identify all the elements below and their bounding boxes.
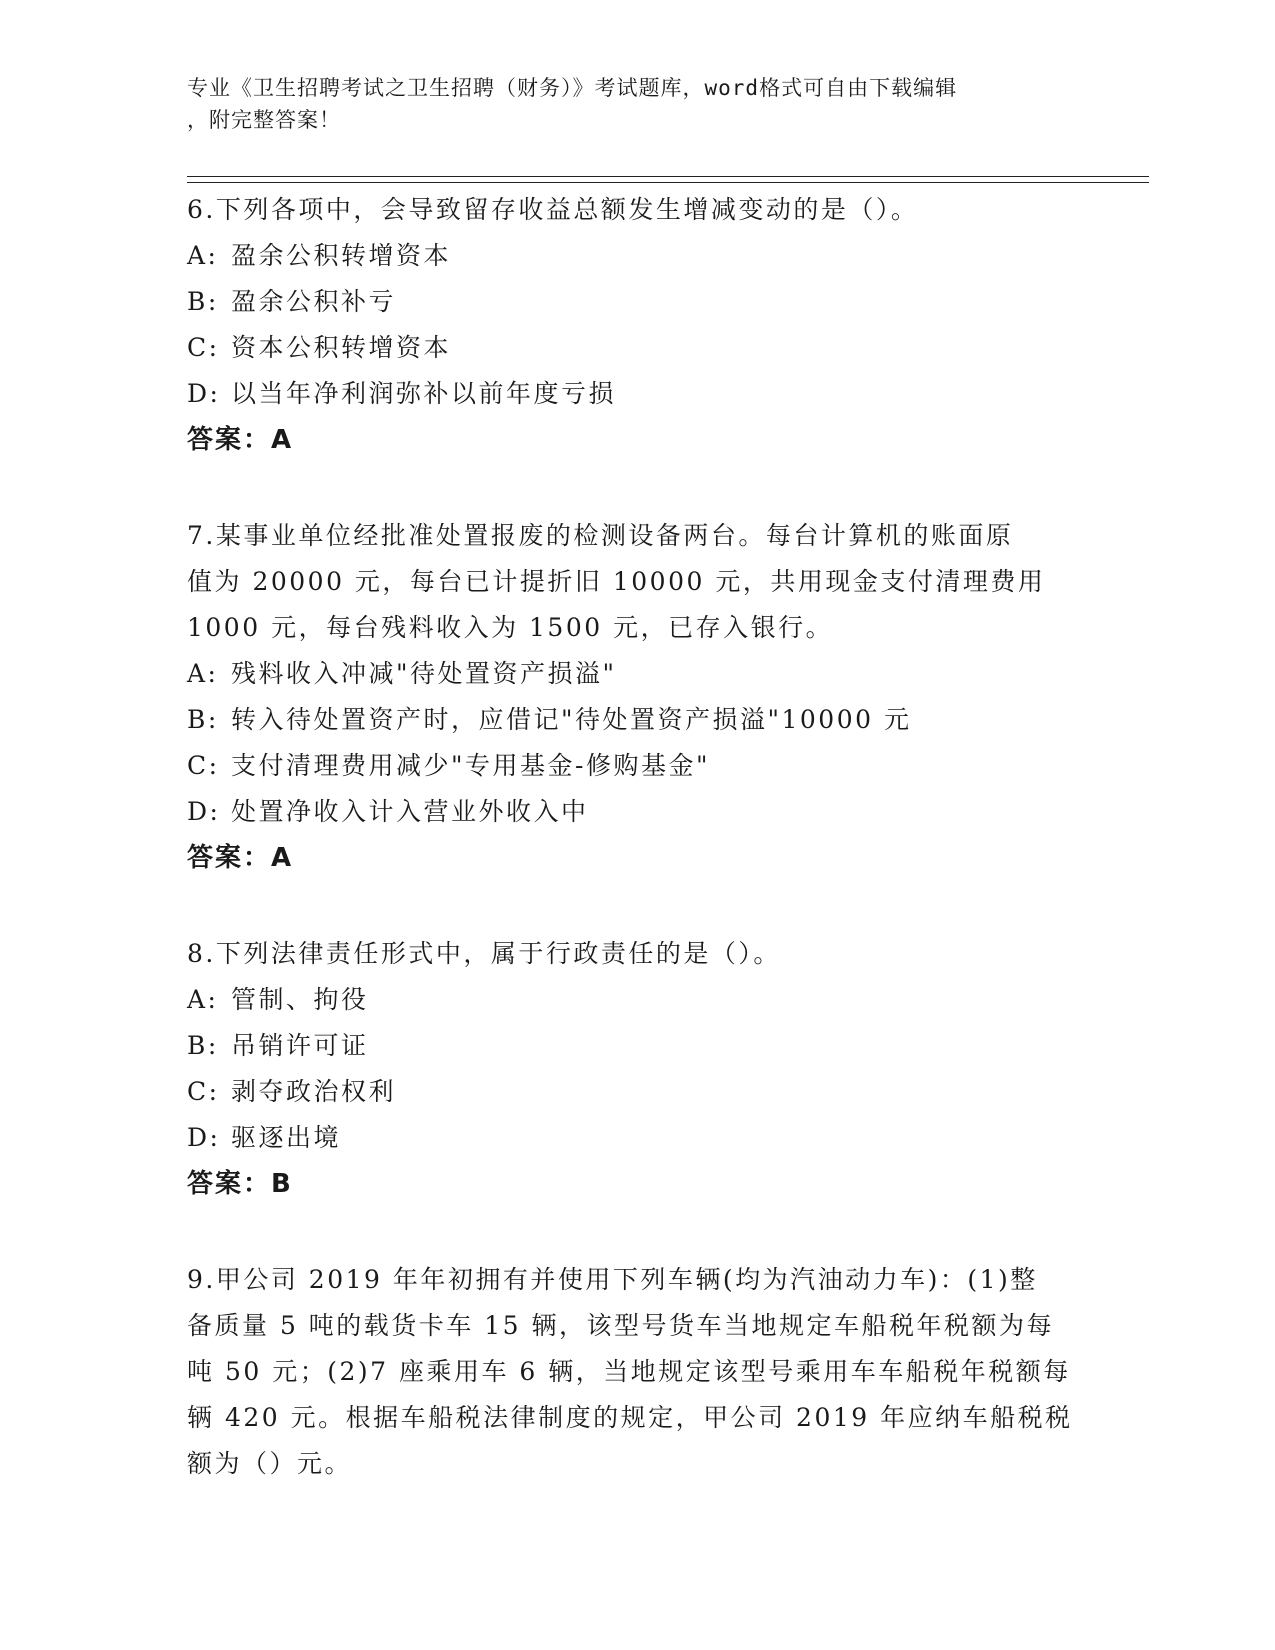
option-d (187, 1115, 1087, 1161)
question-6 (187, 187, 1087, 463)
question-stem: 额为（）元。 (187, 1449, 353, 1478)
option-text: 残料收入冲减"待处置资产损溢" (231, 659, 617, 688)
question-stem: 值为 20000 元，每台已计提折旧 10000 元，共用现金支付清理费用 (187, 567, 1046, 596)
option-key: C: (187, 333, 220, 362)
option-key: A: (187, 241, 219, 270)
option-text: 转入待处置资产时，应借记"待处置资产损溢"10000 元 (231, 705, 912, 734)
question-stem: 辆 420 元。根据车船税法律制度的规定，甲公司 2019 年应纳车船税税 (187, 1403, 1073, 1432)
option-c (187, 743, 1087, 789)
option-key: D: (187, 797, 221, 826)
option-text: 驱逐出境 (231, 1123, 342, 1152)
question-stem: 9.甲公司 2019 年年初拥有并使用下列车辆(均为汽油动力车)：(1)整 (187, 1265, 1038, 1294)
option-text: 盈余公积转增资本 (231, 241, 452, 270)
answer-label: 答案：A (187, 425, 294, 455)
option-a (187, 977, 1087, 1023)
question-list (187, 187, 1087, 1537)
answer-label: 答案：B (187, 1169, 293, 1199)
option-key: B: (187, 287, 219, 316)
option-text: 以当年净利润弥补以前年度亏损 (231, 379, 617, 408)
header-divider-bottom (187, 182, 1149, 183)
option-d (187, 789, 1087, 835)
option-key: D: (187, 379, 221, 408)
question-stem: 7.某事业单位经批准处置报废的检测设备两台。每台计算机的账面原 (187, 521, 1014, 550)
question-stem: 6.下列各项中，会导致留存收益总额发生增减变动的是（）。 (187, 195, 919, 224)
option-text: 盈余公积补亏 (231, 287, 397, 316)
header-title-line: 专业《卫生招聘考试之卫生招聘（财务）》考试题库，word格式可自由下载编辑 (187, 76, 958, 100)
answer-label: 答案：A (187, 843, 294, 873)
header-divider-top (187, 176, 1149, 177)
option-b (187, 279, 1087, 325)
option-a (187, 233, 1087, 279)
option-b (187, 1023, 1087, 1069)
option-key: B: (187, 705, 219, 734)
question-stem: 1000 元，每台残料收入为 1500 元，已存入银行。 (187, 613, 834, 642)
question-stem: 8.下列法律责任形式中，属于行政责任的是（）。 (187, 939, 781, 968)
option-key: C: (187, 1077, 220, 1106)
option-c (187, 1069, 1087, 1115)
option-key: B: (187, 1031, 219, 1060)
option-text: 管制、拘役 (231, 985, 369, 1014)
option-key: D: (187, 1123, 221, 1152)
option-b (187, 697, 1087, 743)
question-stem: 备质量 5 吨的载货卡车 15 辆，该型号货车当地规定车船税年税额为每 (187, 1311, 1055, 1340)
document-header (187, 72, 1087, 136)
option-c (187, 325, 1087, 371)
option-d (187, 371, 1087, 417)
option-key: C: (187, 751, 220, 780)
option-key: A: (187, 985, 219, 1014)
question-9 (187, 1257, 1087, 1487)
question-stem: 吨 50 元；(2)7 座乘用车 6 辆，当地规定该型号乘用车车船税年税额每 (187, 1357, 1071, 1386)
option-text: 剥夺政治权利 (231, 1077, 397, 1106)
header-subtitle-line: ，附完整答案！ (187, 108, 341, 132)
question-7 (187, 513, 1087, 881)
option-a (187, 651, 1087, 697)
option-text: 支付清理费用减少"专用基金-修购基金" (231, 751, 710, 780)
question-8 (187, 931, 1087, 1207)
option-key: A: (187, 659, 219, 688)
option-text: 资本公积转增资本 (231, 333, 452, 362)
option-text: 吊销许可证 (231, 1031, 369, 1060)
option-text: 处置净收入计入营业外收入中 (231, 797, 589, 826)
